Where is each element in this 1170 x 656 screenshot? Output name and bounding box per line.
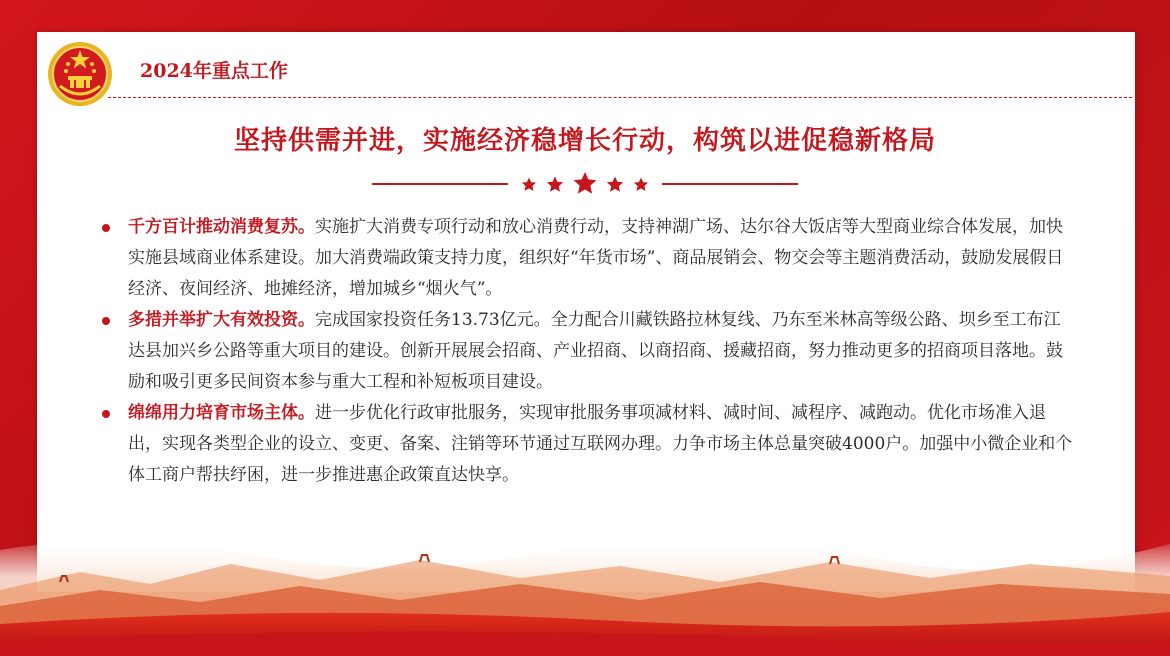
item-text: 实施扩大消费专项行动和放心消费行动，支持神湖广场、达尔谷大饭店等大型商业综合体发展，加快实施县域商业体系建设。加大消费端政策支持力度，组织好“年货市场”、商品展销会、物交会等主题消费活动，鼓励发展假日经济、夜间经济、地摊经济，增加城乡“烟火气”。: [128, 217, 1064, 299]
divider-rule-left: [372, 183, 508, 185]
item-lead: 多措并举扩大有效投资。: [128, 310, 315, 330]
section-title: 2024年重点工作: [140, 60, 288, 82]
bullet-dot-icon: [102, 317, 110, 325]
bullet-dot-icon: [102, 410, 110, 418]
list-item: [100, 305, 1075, 398]
item-lead: 千方百计推动消费复苏。: [128, 217, 315, 237]
item-text: 完成国家投资任务13.73亿元。全力配合川藏铁路拉林复线、乃东至米林高等级公路、坝乡至工布江达县加兴乡公路等重大项目的建设。创新开展展会招商、产业招商、以商招商、援藏招商，努力推动更多的招商项目落地。鼓励和吸引更多民间资本参与重大工程和补短板项目建设。: [128, 310, 1063, 392]
page-headline: 坚持供需并进，实施经济稳增长行动，构筑以进促稳新格局: [233, 126, 936, 156]
list-item: [100, 398, 1075, 491]
stars-divider: [372, 170, 798, 198]
dashed-divider: [108, 97, 1132, 98]
great-wall-decoration: [0, 520, 1170, 656]
list-item: [100, 212, 1075, 305]
item-lead: 绵绵用力培育市场主体。: [128, 403, 315, 423]
work-items: [100, 212, 1075, 491]
divider-rule-right: [662, 183, 798, 185]
five-stars-icon: [517, 170, 653, 198]
bullet-dot-icon: [102, 224, 110, 232]
item-text: 进一步优化行政审批服务，实现审批服务事项减材料、减时间、减程序、减跑动。优化市场准入退出，实现各类型企业的设立、变更、备案、注销等环节通过互联网办理。力争市场主体总量突破4000户。加强中小微企业和个体工商户帮扶纾困，进一步推进惠企政策直达快享。: [128, 403, 1073, 485]
national-emblem-icon: [46, 40, 114, 108]
